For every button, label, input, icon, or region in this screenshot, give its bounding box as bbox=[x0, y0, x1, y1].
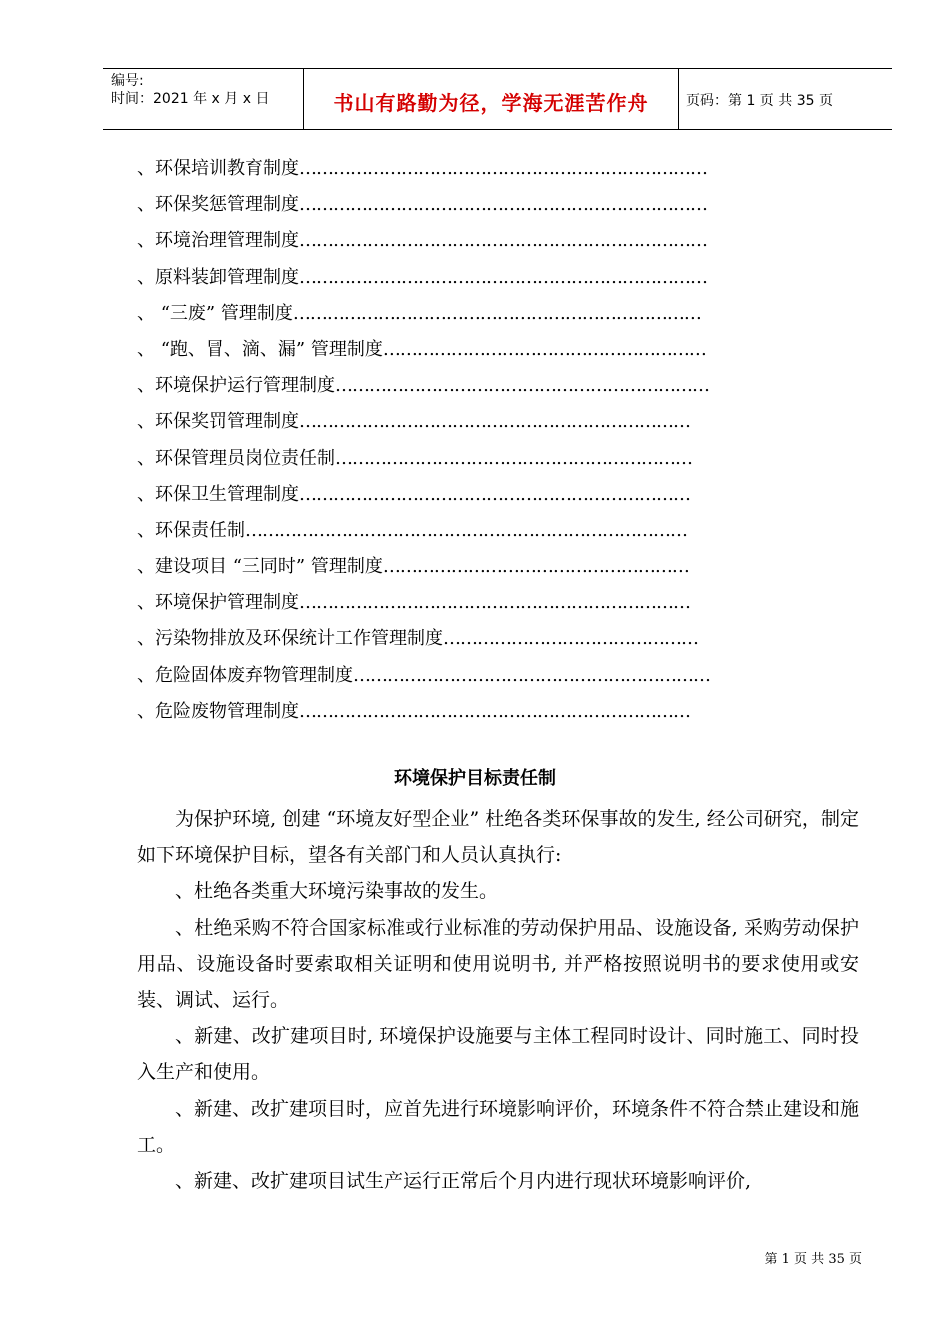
toc-item bbox=[137, 404, 837, 440]
toc-item-label: 、环境治理管理制度 bbox=[137, 230, 299, 252]
toc-leader-dots: ……………………………………………… bbox=[382, 556, 689, 578]
paragraph: 、新建、改扩建项目时, 环境保护设施要与主体工程同时设计、同时施工、同时投入生产和使用。 bbox=[137, 1025, 859, 1084]
toc-leader-dots: …………………………………………………………… bbox=[299, 700, 690, 722]
toc-item-label: 、 “跑、冒、滴、漏” 管理制度 bbox=[137, 338, 383, 360]
toc-leader-dots: …………………………………………………………… bbox=[299, 411, 690, 433]
toc-leader-dots: …………………………………………………………………… bbox=[245, 519, 687, 541]
toc-item bbox=[137, 187, 837, 223]
paragraph: 、新建、改扩建项目时，应首先进行环境影响评价，环境条件不符合禁止建设和施工。 bbox=[137, 1097, 860, 1156]
toc-leader-dots: ……………………………………………………………… bbox=[299, 266, 707, 288]
toc-item bbox=[137, 441, 837, 477]
table-of-contents bbox=[137, 151, 837, 730]
toc-leader-dots: ……………………………………………………………… bbox=[292, 302, 701, 324]
toc-leader-dots: ………………………………………………………… bbox=[335, 375, 709, 397]
toc-leader-dots: ……………………………………………………… bbox=[335, 447, 692, 469]
toc-item bbox=[137, 332, 837, 368]
toc-item bbox=[137, 621, 837, 657]
toc-leader-dots: ……………………………………………………………… bbox=[299, 194, 707, 216]
toc-item-label: 、建设项目 “三同时” 管理制度 bbox=[137, 556, 383, 578]
toc-item bbox=[137, 585, 837, 621]
toc-leader-dots: ……………………………………… bbox=[443, 628, 698, 650]
paragraph: 为保护环境, 创建 “环境友好型企业” 杜绝各类环保事故的发生, 经公司研究，制定如下环境保护目标，望各有关部门和人员认真执行: bbox=[137, 808, 859, 867]
page-header bbox=[103, 68, 892, 130]
toc-item-label: 、 “三废” 管理制度 bbox=[137, 302, 293, 324]
document-date-label: 时间：2021 年 x 月 x 日 bbox=[111, 91, 270, 107]
body-text bbox=[137, 801, 859, 1199]
toc-item-label: 、环境保护运行管理制度 bbox=[137, 375, 335, 397]
toc-item-label: 、环保责任制 bbox=[137, 519, 245, 541]
toc-item bbox=[137, 151, 837, 187]
toc-item bbox=[137, 513, 837, 549]
document-number-label: 编号: bbox=[111, 73, 144, 89]
toc-leader-dots: …………………………………………………………… bbox=[299, 592, 690, 614]
page-footer: 第 1 页 共 35 页 bbox=[764, 1252, 862, 1267]
toc-item bbox=[137, 658, 837, 694]
toc-leader-dots: ……………………………………………………… bbox=[353, 664, 710, 686]
header-page-number: 页码：第 1 页 共 35 页 bbox=[686, 93, 833, 109]
toc-item-label: 、环境保护管理制度 bbox=[137, 592, 299, 614]
toc-item bbox=[137, 223, 837, 259]
toc-item bbox=[137, 477, 837, 513]
toc-leader-dots: ……………………………………………………………… bbox=[299, 158, 707, 179]
toc-item-label: 、危险废物管理制度 bbox=[137, 700, 299, 722]
header-page-cell bbox=[678, 69, 892, 129]
toc-leader-dots: ………………………………………………… bbox=[382, 338, 706, 360]
toc-item-label: 、环保奖惩管理制度 bbox=[137, 194, 299, 216]
paragraph: 、杜绝采购不符合国家标准或行业标准的劳动保护用品、设施设备, 采购劳动保护用品、设施设备时要索取相关证明和使用说明书, 并严格按照说明书的要求使用或安装、调试、运行。 bbox=[137, 916, 859, 1012]
header-motto: 书山有路勤为径，学海无涯苦作舟 bbox=[333, 91, 649, 115]
header-meta bbox=[103, 69, 303, 129]
toc-item-label: 、环保卫生管理制度 bbox=[137, 483, 299, 505]
paragraph: 、杜绝各类重大环境污染事故的发生。 bbox=[175, 880, 499, 903]
header-motto-cell bbox=[303, 69, 679, 129]
toc-item-label: 、污染物排放及环保统计工作管理制度 bbox=[137, 628, 443, 650]
toc-item bbox=[137, 694, 837, 730]
section-title: 环境保护目标责任制 bbox=[394, 768, 556, 789]
toc-leader-dots: ……………………………………………………………… bbox=[299, 230, 707, 252]
toc-item bbox=[137, 549, 837, 585]
toc-leader-dots: …………………………………………………………… bbox=[299, 483, 690, 505]
toc-item-label: 、环保奖罚管理制度 bbox=[137, 411, 299, 433]
toc-item-label: 、环保管理员岗位责任制 bbox=[137, 447, 335, 469]
toc-item bbox=[137, 368, 837, 404]
toc-item bbox=[137, 260, 837, 296]
paragraph: 、新建、改扩建项目试生产运行正常后个月内进行现状环境影响评价, bbox=[175, 1170, 752, 1193]
toc-item bbox=[137, 296, 837, 332]
toc-item-label: 、危险固体废弃物管理制度 bbox=[137, 664, 353, 686]
toc-item-label: 、环保培训教育制度 bbox=[137, 158, 299, 179]
toc-item-label: 、原料装卸管理制度 bbox=[137, 266, 299, 288]
